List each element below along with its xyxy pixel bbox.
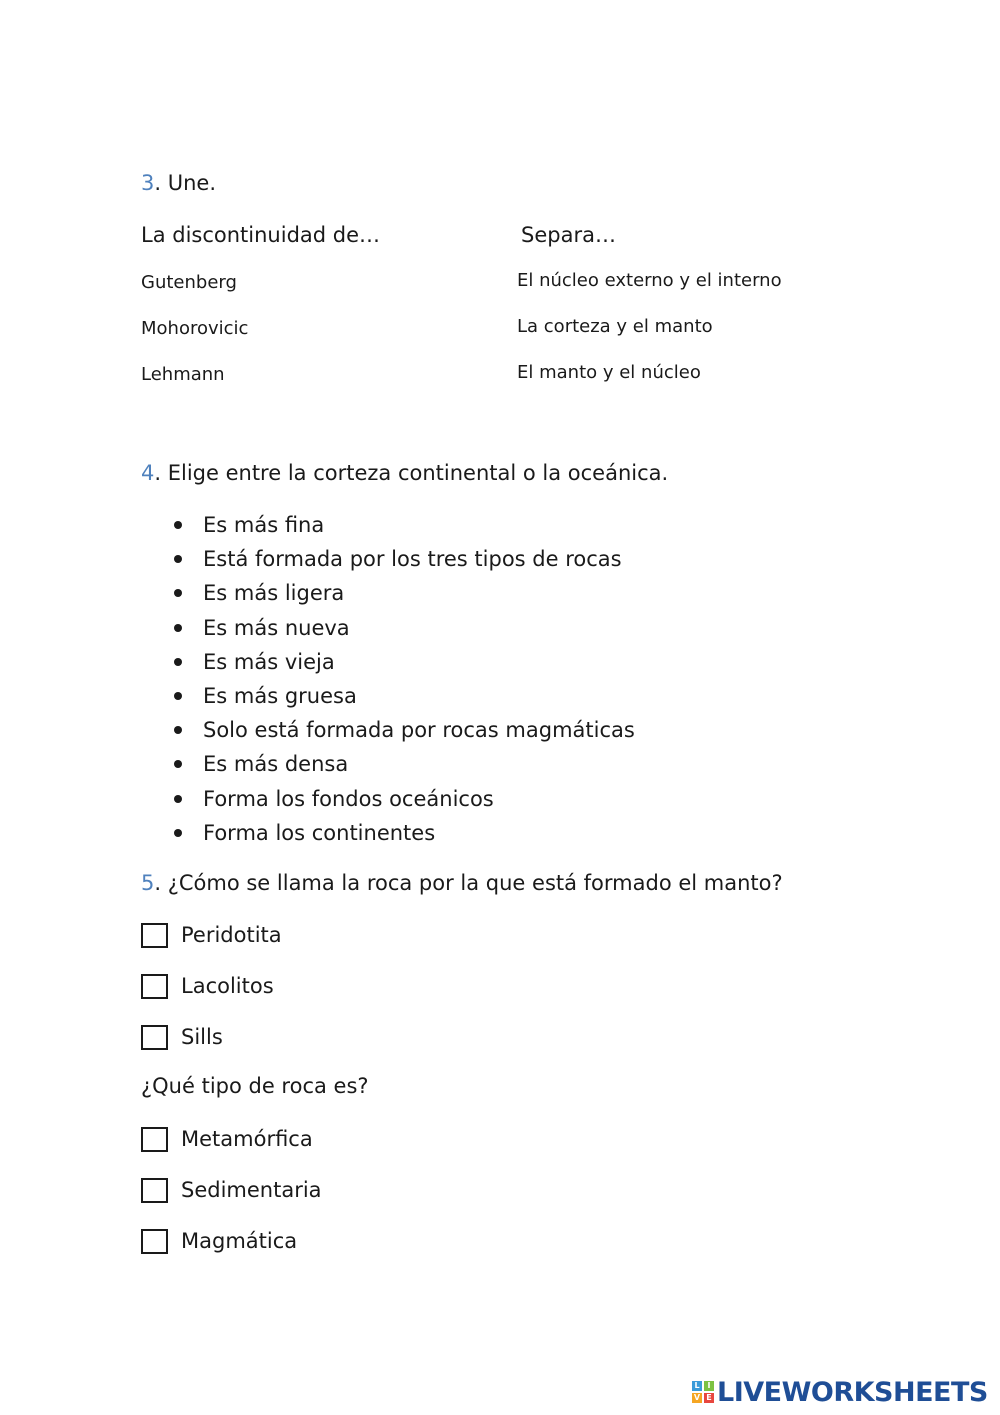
match-right-item[interactable]: El manto y el núcleo [517, 362, 701, 383]
crust-statements-list [172, 508, 635, 850]
list-item[interactable]: Es más nueva [172, 611, 635, 645]
column-header-left: La discontinuidad de… [141, 223, 381, 247]
bullet-icon [174, 521, 182, 529]
question-5-title [141, 871, 783, 895]
list-item[interactable]: Forma los continentes [172, 816, 635, 850]
option-lacolitos[interactable] [141, 971, 274, 1001]
liveworksheets-logo [692, 1374, 988, 1410]
question-number: 5 [141, 871, 155, 895]
option-label: Sills [181, 1025, 223, 1049]
logo-icon [692, 1381, 714, 1403]
match-right-item[interactable]: La corteza y el manto [517, 316, 713, 337]
checkbox[interactable] [141, 1229, 168, 1254]
logo-letter: V [693, 1393, 701, 1402]
option-label: Sedimentaria [181, 1178, 322, 1202]
option-label: Metamórfica [181, 1127, 313, 1151]
brand-name: LIVEWORKSHEETS [717, 1376, 988, 1408]
bullet-icon [174, 726, 182, 734]
bullet-icon [174, 829, 182, 837]
checkbox[interactable] [141, 1127, 168, 1152]
option-label: Lacolitos [181, 974, 274, 998]
list-item[interactable]: Es más gruesa [172, 679, 635, 713]
bullet-icon [174, 760, 182, 768]
bullet-icon [174, 658, 182, 666]
bullet-icon [174, 624, 182, 632]
list-item[interactable]: Está formada por los tres tipos de rocas [172, 542, 635, 576]
option-metamorfica[interactable] [141, 1124, 313, 1154]
logo-letter: I [704, 1381, 714, 1391]
option-label: Peridotita [181, 923, 282, 947]
checkbox[interactable] [141, 1025, 168, 1050]
logo-letter: L [692, 1381, 702, 1391]
checkbox[interactable] [141, 1178, 168, 1203]
logo-letter: E [704, 1393, 714, 1403]
list-item[interactable]: Solo está formada por rocas magmáticas [172, 713, 635, 747]
question-text: . Elige entre la corteza continental o la oceánica. [154, 461, 669, 485]
list-item[interactable]: Forma los fondos oceánicos [172, 782, 635, 816]
list-item[interactable]: Es más vieja [172, 645, 635, 679]
checkbox[interactable] [141, 923, 168, 948]
question-text: . Une. [154, 171, 217, 195]
bullet-icon [174, 555, 182, 563]
option-sills[interactable] [141, 1022, 223, 1052]
question-4-title [141, 461, 668, 485]
match-right-item[interactable]: El núcleo externo y el interno [517, 270, 782, 291]
column-header-right: Separa… [521, 223, 616, 247]
question-number: 3 [141, 171, 155, 195]
bullet-icon [174, 589, 182, 597]
question-3-title [141, 171, 216, 195]
match-left-item[interactable]: Lehmann [141, 364, 225, 385]
option-magmatica[interactable] [141, 1226, 297, 1256]
list-item[interactable]: Es más densa [172, 747, 635, 781]
bullet-icon [174, 692, 182, 700]
list-item[interactable]: Es más ligera [172, 576, 635, 610]
option-label: Magmática [181, 1229, 298, 1253]
match-left-item[interactable]: Mohorovicic [141, 318, 249, 339]
subquestion-text: ¿Qué tipo de roca es? [141, 1074, 369, 1098]
question-number: 4 [141, 461, 155, 485]
question-text: . ¿Cómo se llama la roca por la que está formado el manto? [154, 871, 783, 895]
bullet-icon [174, 795, 182, 803]
match-left-item[interactable]: Gutenberg [141, 272, 237, 293]
option-peridotita[interactable] [141, 920, 282, 950]
option-sedimentaria[interactable] [141, 1175, 322, 1205]
list-item[interactable]: Es más fina [172, 508, 635, 542]
checkbox[interactable] [141, 974, 168, 999]
